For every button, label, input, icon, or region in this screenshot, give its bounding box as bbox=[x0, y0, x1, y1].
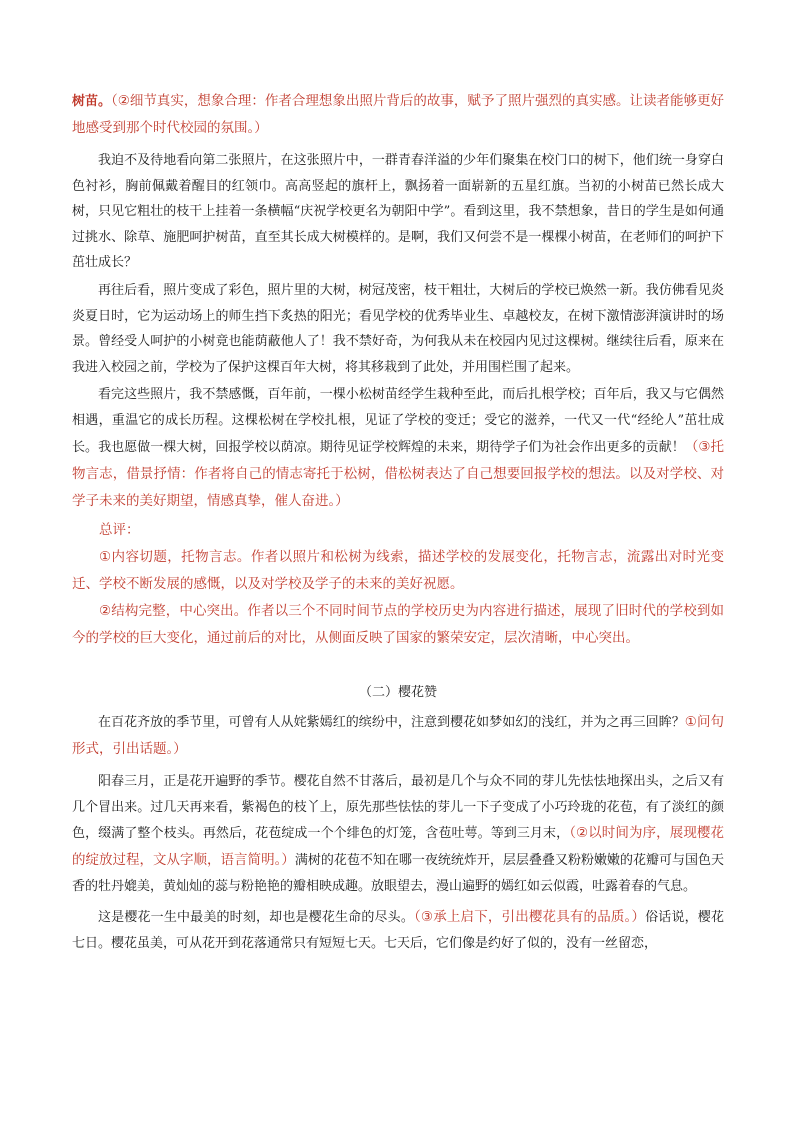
seven-days-text-b: 俗话说，樱花七日。樱花虽美，可从花开到花落通常只有短短七天。七天后，它们像是约好了似的，没有一丝留恋， bbox=[72, 909, 724, 951]
blooming-text-b: 满树的花苞不知在哪一夜统统炸开，层层叠叠又粉粉嫩嫩的花瓣可与国色天香的牡丹媲美，黄灿灿的蕊与粉艳艳的瓣相映成趣。放眼望去，漫山遍野的嫣红如云似霞，吐露着春的气息。 bbox=[72, 853, 724, 895]
summary-item-1: ①内容切题，托物言志。作者以照片和松树为线索，描述学校的发展变化，托物言志，流露出对时光变迁、学校不断发展的感慨，以及对学校及学子的未来的美好祝愿。 bbox=[72, 548, 724, 592]
paragraph-intro bbox=[72, 709, 724, 763]
seven-days-text-a: 这是樱花一生中最美的时刻，却也是樱花生命的尽头。 bbox=[98, 909, 415, 925]
annotation-3b: （③承上启下，引出樱花具有的品质。） bbox=[414, 908, 646, 925]
annotation-2: （②细节真实，想象合理：作者合理想象出照片背后的故事，赋予了照片强烈的真实感。让读者能够更好地感受到那个时代校园的氛围。） bbox=[72, 93, 724, 136]
paragraph-second-photo: 我迫不及待地看向第二张照片，在这张照片中，一群青春洋溢的少年们聚集在校门口的树下，他们统一身穿白色衬衫，胸前佩戴着醒目的红领巾。高高竖起的旗杆上，飘扬着一面崭新的五星红旗。当初的小树苗已然长成大树，只见它粗壮的枝干上挂着一条横幅“庆祝学校更名为朝阳中学”。看到这里，我不禁想象，昔日的学生是如何通过挑水、除草、施肥呵护树苗，直至其长成大树模样的。是啊，我们又何尝不是一棵棵小树苗，在老师们的呵护下茁壮成长？ bbox=[72, 153, 724, 271]
annotation-3: （③托物言志，借景抒情：作者将自己的情志寄托于松树，借松树表达了自己想要回报学校的想法。以及对学校、对学子未来的美好期望，情感真挚，催人奋进。） bbox=[72, 438, 724, 509]
annotation-2b: （②以时间为序，展现樱花的绽放过程，文从字顺，语言简明。） bbox=[72, 825, 724, 869]
intro-text: 在百花齐放的季节里，可曾有人从姹紫嫣红的缤纷中，注意到樱花如梦如幻的浅红，并为之再三回眸？ bbox=[98, 715, 685, 731]
annotation-1: ①问句形式，引出话题。） bbox=[72, 714, 724, 758]
summary-label: 总评： bbox=[99, 521, 140, 538]
paragraph-reflection bbox=[72, 382, 724, 514]
paragraph-continuation bbox=[72, 88, 724, 142]
reflection-text: 看完这些照片，我不禁感慨，百年前，一棵小松树苗经学生栽种至此，而后扎根学校；百年后，我又与它偶然相遇，重温它的成长历程。这棵松树在学校扎根，见证了学校的变迁；受它的滋养，一代又一代“经纶人”茁壮成长。我也愿做一棵大树，回报学校以荫凉。期待见证学校辉煌的未来，期待学子们为社会作出更多的贡献！ bbox=[72, 387, 724, 455]
summary-item-2: ②结构完整，中心突出。作者以三个不同时间节点的学校历史为内容进行描述，展现了旧时代的学校到如今的学校的巨大变化，通过前后的对比，从侧面反映了国家的繁荣安定，层次清晰，中心突出。 bbox=[72, 602, 724, 646]
blooming-text-a: 阳春三月，正是花开遍野的季节。樱花自然不甘落后，最初是几个与众不同的芽儿先怯怯地探出头，之后又有几个冒出来。过几天再来看，紫褐色的枝丫上，原先那些怯怯的芽儿一下子变成了小巧玲珑的花苞，有了淡红的颜色，缀满了整个枝头。再然后，花苞绽成一个个绯色的灯笼，含苞吐萼。等到三月末， bbox=[72, 774, 724, 842]
continuation-lead: 树苗。 bbox=[72, 94, 112, 109]
section-heading: （二）樱花赞 bbox=[358, 684, 437, 700]
paragraph-blooming bbox=[72, 769, 724, 900]
document-page bbox=[72, 88, 724, 957]
paragraph-color-photo: 再往后看，照片变成了彩色，照片里的大树，树冠茂密，枝干粗壮，大树后的学校已焕然一新。我仿佛看见炎炎夏日时，它为运动场上的师生挡下炙热的阳光；看见学校的优秀毕业生、卓越校友，在树下激情澎湃演讲时的场景。曾经受人呵护的小树竟也能荫蔽他人了！我不禁好奇，为何我从未在校园内见过这棵树。继续往后看，原来在我进入校园之前，学校为了保护这棵百年大树，将其移栽到了此处，并用围栏围了起来。 bbox=[72, 282, 724, 375]
paragraph-seven-days bbox=[72, 904, 724, 957]
